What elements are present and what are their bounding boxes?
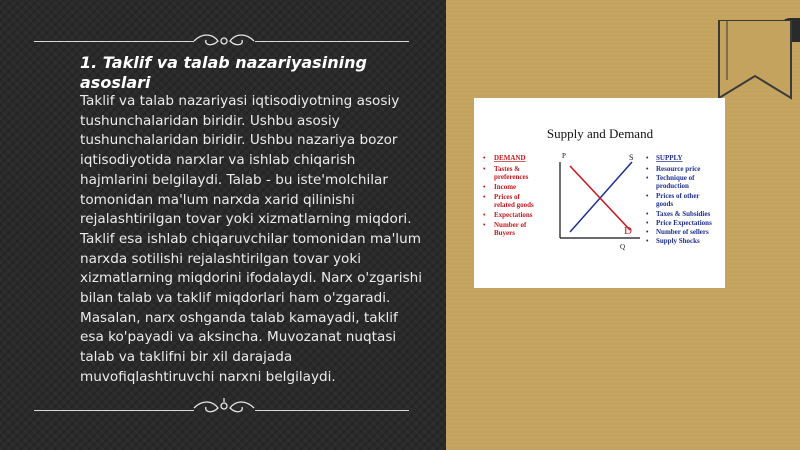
demand-item: Income: [494, 183, 517, 191]
demand-bullet: •: [483, 165, 486, 173]
demand-bullet: •: [483, 154, 486, 162]
supply-bullet: •: [646, 219, 649, 227]
figure-title: Supply and Demand: [546, 126, 654, 141]
bottom-divider-left: [34, 410, 194, 411]
top-divider-left: [34, 41, 194, 42]
supply-demand-figure: [474, 98, 725, 288]
supply-item: Resource price: [656, 165, 701, 173]
supply-item: goods: [656, 200, 674, 208]
demand-bullet: •: [483, 221, 486, 229]
demand-item: Number of: [494, 221, 527, 229]
bottom-divider-right: [255, 410, 409, 411]
demand-curve-label: D: [624, 225, 632, 237]
demand-item: Tastes &: [494, 165, 520, 173]
demand-bullet: •: [483, 211, 486, 219]
supply-item: Number of sellers: [656, 228, 709, 236]
demand-bullet: •: [483, 183, 486, 191]
supply-item: Price Expectations: [656, 219, 712, 227]
supply-item: Supply Shocks: [656, 237, 700, 245]
slide-body-text: Taklif va talab nazariyasi iqtisodiyotning asosiy tushunchalaridan biridir. Ushbu asosiy tushunchalaridan biridir. Ushbu nazariya bozor iqtisodiyotida narxlar va ishlab chiqarish hajmlarini belgilaydi. Talab - bu iste'molchilar tomonidan ma'lum narxda xarid qilinishi rejalashtirilgan tovar yoki xizmatlarning miqdori. Taklif esa ishlab chiqaruvchilar tomonidan ma'lum narxda sotilishi rejalashtirilgan tovar yoki xizmatlarning miqdorini ifodalaydi. Narx o'zgarishi bilan talab va taklif miqdorlari ham o'zgaradi. Masalan, narx oshganda talab kamayadi, taklif esa ko'payadi va aksincha. Muvozanat nuqtasi talab va taklifni bir xil darajada muvofiqlashtiruvchi narxni belgilaydi.: [80, 93, 423, 385]
bottom-flourish-ornament: [192, 396, 256, 418]
supply-curve-label: S: [629, 153, 634, 162]
slide-title: 1. Taklif va talab nazariyasining asoslari: [80, 53, 367, 92]
top-flourish-ornament: [192, 31, 256, 51]
demand-item: Expectations: [494, 211, 533, 219]
demand-item: Prices of: [494, 193, 520, 201]
supply-item: Taxes & Subsidies: [656, 210, 711, 218]
supply-item: Technique of: [656, 174, 695, 182]
supply-bullet: •: [646, 192, 649, 200]
supply-bullet: •: [646, 174, 649, 182]
supply-bullet: •: [646, 165, 649, 173]
supply-bullet: •: [646, 237, 649, 245]
supply-bullet: •: [646, 228, 649, 236]
bookmark-ribbon-icon: [717, 20, 793, 100]
quantity-axis-label: Q: [620, 243, 626, 251]
top-divider-right: [255, 41, 409, 42]
supply-item: Prices of other: [656, 192, 700, 200]
supply-heading: SUPPLY: [656, 154, 683, 162]
supply-demand-diagram: [474, 98, 725, 288]
demand-heading: DEMAND: [494, 154, 526, 162]
demand-bullet: •: [483, 193, 486, 201]
supply-bullet: •: [646, 210, 649, 218]
price-axis-label: P: [562, 152, 566, 160]
demand-item: related goods: [494, 201, 534, 209]
demand-curve: [570, 166, 630, 230]
supply-item: production: [656, 182, 689, 190]
demand-item: preferences: [494, 173, 529, 181]
demand-item: Buyers: [494, 229, 515, 237]
supply-bullet: •: [646, 154, 649, 162]
